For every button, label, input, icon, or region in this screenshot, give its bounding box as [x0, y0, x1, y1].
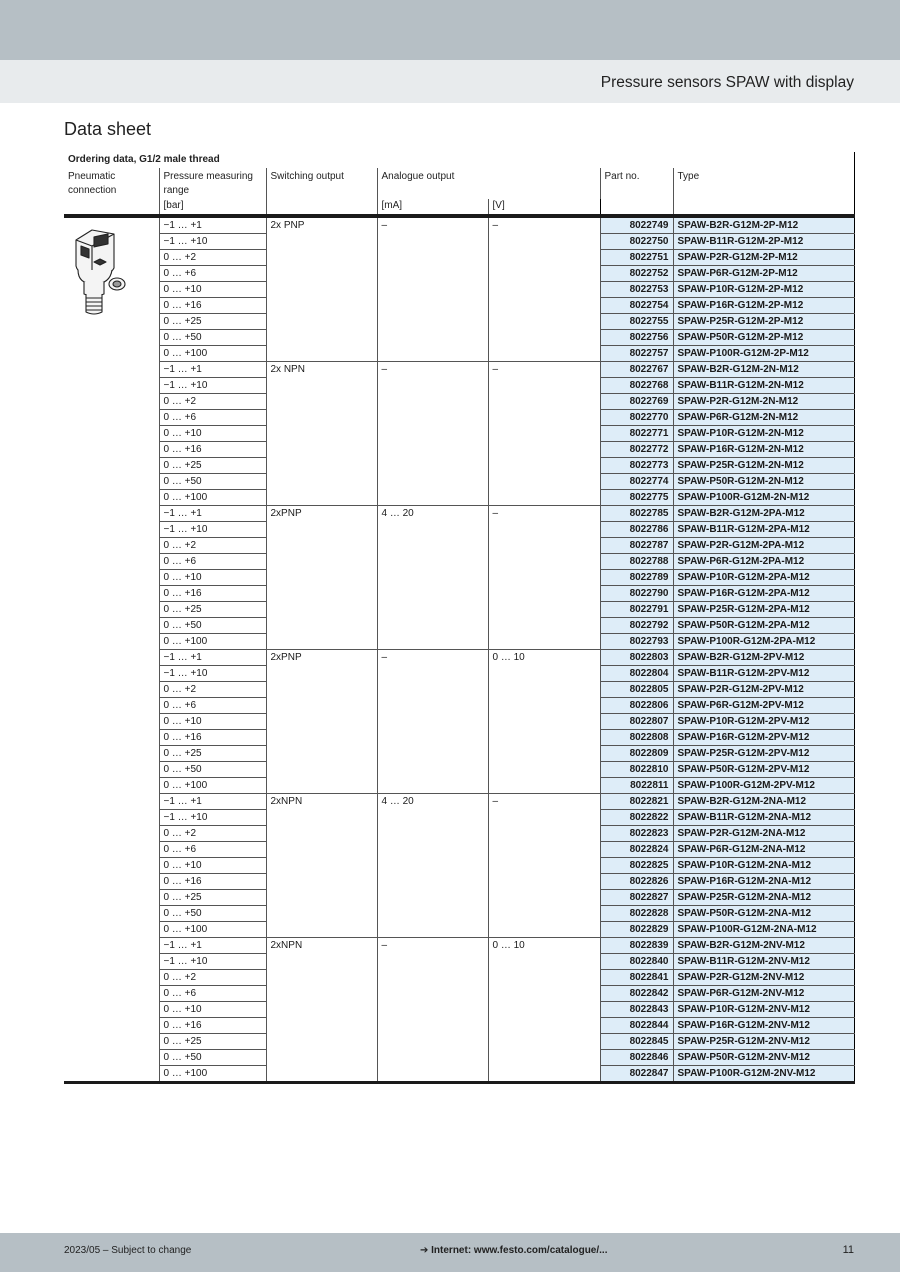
part-number[interactable]: 8022841 — [600, 970, 673, 986]
table-row — [64, 650, 854, 666]
analogue-output-ma: – — [377, 216, 488, 362]
part-number[interactable]: 8022785 — [600, 506, 673, 522]
part-number[interactable]: 8022772 — [600, 442, 673, 458]
type-code[interactable]: SPAW-P6R-G12M-2PV-M12 — [673, 698, 854, 714]
type-code[interactable]: SPAW-B11R-G12M-2PA-M12 — [673, 522, 854, 538]
type-code[interactable]: SPAW-P16R-G12M-2PV-M12 — [673, 730, 854, 746]
type-code[interactable]: SPAW-P10R-G12M-2PV-M12 — [673, 714, 854, 730]
pressure-range: 0 … +10 — [159, 282, 266, 298]
type-code[interactable]: SPAW-P50R-G12M-2PV-M12 — [673, 762, 854, 778]
part-number[interactable]: 8022790 — [600, 586, 673, 602]
pressure-range: 0 … +6 — [159, 698, 266, 714]
type-code[interactable]: SPAW-P16R-G12M-2NA-M12 — [673, 874, 854, 890]
switching-output: 2x PNP — [266, 216, 377, 362]
type-code[interactable]: SPAW-B11R-G12M-2PV-M12 — [673, 666, 854, 682]
part-number[interactable]: 8022846 — [600, 1050, 673, 1066]
pressure-range: 0 … +25 — [159, 890, 266, 906]
pressure-range: 0 … +6 — [159, 842, 266, 858]
table-row — [64, 362, 854, 378]
pressure-range: 0 … +2 — [159, 826, 266, 842]
table-body — [64, 216, 854, 1083]
part-number[interactable]: 8022825 — [600, 858, 673, 874]
pressure-range: 0 … +6 — [159, 986, 266, 1002]
pressure-range: 0 … +2 — [159, 970, 266, 986]
table-row — [64, 506, 854, 522]
part-number[interactable]: 8022768 — [600, 378, 673, 394]
type-code[interactable]: SPAW-P6R-G12M-2NV-M12 — [673, 986, 854, 1002]
type-code[interactable]: SPAW-P6R-G12M-2NA-M12 — [673, 842, 854, 858]
analogue-output-v: – — [488, 794, 600, 938]
type-code[interactable]: SPAW-P50R-G12M-2NV-M12 — [673, 1050, 854, 1066]
analogue-output-ma: – — [377, 938, 488, 1083]
header-title: Pressure sensors SPAW with display — [600, 74, 854, 91]
part-number[interactable]: 8022788 — [600, 554, 673, 570]
switching-output: 2xNPN — [266, 794, 377, 938]
part-number[interactable]: 8022847 — [600, 1066, 673, 1083]
footer-date: 2023/05 – Subject to change — [64, 1245, 192, 1256]
pressure-range: −1 … +10 — [159, 954, 266, 970]
type-code[interactable]: SPAW-B11R-G12M-2N-M12 — [673, 378, 854, 394]
part-number[interactable]: 8022804 — [600, 666, 673, 682]
pressure-range: 0 … +6 — [159, 266, 266, 282]
pressure-range: 0 … +100 — [159, 922, 266, 938]
pressure-range: 0 … +50 — [159, 330, 266, 346]
pressure-range: −1 … +1 — [159, 650, 266, 666]
part-number[interactable]: 8022808 — [600, 730, 673, 746]
pressure-range: 0 … +16 — [159, 298, 266, 314]
part-number[interactable]: 8022826 — [600, 874, 673, 890]
analogue-output-ma: 4 … 20 — [377, 506, 488, 650]
pressure-sensor-icon — [70, 224, 130, 322]
pressure-range: 0 … +2 — [159, 682, 266, 698]
analogue-output-v: – — [488, 216, 600, 362]
type-code[interactable]: SPAW-P16R-G12M-2P-M12 — [673, 298, 854, 314]
pressure-range: 0 … +16 — [159, 586, 266, 602]
pressure-range: 0 … +16 — [159, 442, 266, 458]
part-number[interactable]: 8022809 — [600, 746, 673, 762]
type-code[interactable]: SPAW-P2R-G12M-2N-M12 — [673, 394, 854, 410]
type-code[interactable]: SPAW-P50R-G12M-2P-M12 — [673, 330, 854, 346]
type-code[interactable]: SPAW-P10R-G12M-2P-M12 — [673, 282, 854, 298]
switching-output: 2x NPN — [266, 362, 377, 506]
pressure-range: 0 … +100 — [159, 346, 266, 362]
analogue-output-v: 0 … 10 — [488, 938, 600, 1083]
pressure-range: 0 … +2 — [159, 250, 266, 266]
type-code[interactable]: SPAW-P25R-G12M-2PV-M12 — [673, 746, 854, 762]
table-row — [64, 938, 854, 954]
analogue-output-ma: – — [377, 650, 488, 794]
type-code[interactable]: SPAW-P2R-G12M-2P-M12 — [673, 250, 854, 266]
type-code[interactable]: SPAW-P100R-G12M-2PV-M12 — [673, 778, 854, 794]
type-code[interactable]: SPAW-P100R-G12M-2N-M12 — [673, 490, 854, 506]
header-part: Part no. — [600, 168, 673, 214]
pressure-range: 0 … +6 — [159, 554, 266, 570]
pressure-range: −1 … +1 — [159, 794, 266, 810]
part-number[interactable]: 8022806 — [600, 698, 673, 714]
type-code[interactable]: SPAW-P2R-G12M-2NA-M12 — [673, 826, 854, 842]
type-code[interactable]: SPAW-P25R-G12M-2N-M12 — [673, 458, 854, 474]
type-code[interactable]: SPAW-B11R-G12M-2P-M12 — [673, 234, 854, 250]
pressure-range: 0 … +10 — [159, 858, 266, 874]
part-number[interactable]: 8022753 — [600, 282, 673, 298]
type-code[interactable]: SPAW-P6R-G12M-2N-M12 — [673, 410, 854, 426]
pressure-range: 0 … +25 — [159, 602, 266, 618]
pressure-range: 0 … +10 — [159, 426, 266, 442]
part-number[interactable]: 8022824 — [600, 842, 673, 858]
pressure-range: 0 … +10 — [159, 1002, 266, 1018]
type-code[interactable]: SPAW-P100R-G12M-2NA-M12 — [673, 922, 854, 938]
ordering-data-table — [64, 152, 855, 1084]
section-title: Data sheet — [64, 119, 152, 139]
pressure-range: −1 … +10 — [159, 522, 266, 538]
type-code[interactable]: SPAW-P10R-G12M-2NV-M12 — [673, 1002, 854, 1018]
part-number[interactable]: 8022757 — [600, 346, 673, 362]
pressure-range: 0 … +50 — [159, 474, 266, 490]
analogue-output-v: 0 … 10 — [488, 650, 600, 794]
part-number[interactable]: 8022828 — [600, 906, 673, 922]
pressure-range: 0 … +16 — [159, 730, 266, 746]
pressure-range: 0 … +50 — [159, 762, 266, 778]
part-number[interactable]: 8022805 — [600, 682, 673, 698]
part-number[interactable]: 8022767 — [600, 362, 673, 378]
top-band — [0, 0, 900, 60]
type-code[interactable]: SPAW-B2R-G12M-2NV-M12 — [673, 938, 854, 954]
pressure-range: −1 … +10 — [159, 666, 266, 682]
part-number[interactable]: 8022823 — [600, 826, 673, 842]
part-number[interactable]: 8022787 — [600, 538, 673, 554]
type-code[interactable]: SPAW-P25R-G12M-2NA-M12 — [673, 890, 854, 906]
pressure-range: −1 … +1 — [159, 362, 266, 378]
pressure-range: 0 … +2 — [159, 538, 266, 554]
switching-output: 2xPNP — [266, 506, 377, 650]
type-code[interactable]: SPAW-P50R-G12M-2N-M12 — [673, 474, 854, 490]
type-code[interactable]: SPAW-P2R-G12M-2PA-M12 — [673, 538, 854, 554]
header-type: Type — [673, 168, 854, 214]
part-number[interactable]: 8022750 — [600, 234, 673, 250]
part-number[interactable]: 8022789 — [600, 570, 673, 586]
pressure-range: −1 … +1 — [159, 938, 266, 954]
pressure-range: −1 … +10 — [159, 810, 266, 826]
header-unit-v: [V] — [488, 199, 600, 214]
pressure-range: 0 … +16 — [159, 1018, 266, 1034]
type-code[interactable]: SPAW-P10R-G12M-2N-M12 — [673, 426, 854, 442]
part-number[interactable]: 8022792 — [600, 618, 673, 634]
type-code[interactable]: SPAW-B11R-G12M-2NA-M12 — [673, 810, 854, 826]
part-number[interactable]: 8022843 — [600, 1002, 673, 1018]
part-number[interactable]: 8022829 — [600, 922, 673, 938]
part-number[interactable]: 8022827 — [600, 890, 673, 906]
sensor-image-cell — [64, 216, 159, 1083]
pressure-range: 0 … +100 — [159, 634, 266, 650]
ordering-table-wrap — [64, 152, 854, 1084]
switching-output: 2xNPN — [266, 938, 377, 1083]
part-number[interactable]: 8022755 — [600, 314, 673, 330]
type-code[interactable]: SPAW-P16R-G12M-2NV-M12 — [673, 1018, 854, 1034]
part-number[interactable]: 8022811 — [600, 778, 673, 794]
pressure-range: −1 … +1 — [159, 506, 266, 522]
type-code[interactable]: SPAW-B11R-G12M-2NV-M12 — [673, 954, 854, 970]
pressure-range: 0 … +50 — [159, 906, 266, 922]
type-code[interactable]: SPAW-B2R-G12M-2PA-M12 — [673, 506, 854, 522]
pressure-range: 0 … +100 — [159, 490, 266, 506]
table-row — [64, 216, 854, 234]
part-number[interactable]: 8022822 — [600, 810, 673, 826]
table-row — [64, 794, 854, 810]
part-number[interactable]: 8022774 — [600, 474, 673, 490]
part-number[interactable]: 8022752 — [600, 266, 673, 282]
analogue-output-v: – — [488, 362, 600, 506]
analogue-output-ma: 4 … 20 — [377, 794, 488, 938]
pressure-range: 0 … +16 — [159, 874, 266, 890]
header-analogue: Analogue output — [377, 168, 600, 199]
part-number[interactable]: 8022810 — [600, 762, 673, 778]
part-number[interactable]: 8022845 — [600, 1034, 673, 1050]
analogue-output-ma: – — [377, 362, 488, 506]
type-code[interactable]: SPAW-P6R-G12M-2PA-M12 — [673, 554, 854, 570]
pressure-range: 0 … +50 — [159, 1050, 266, 1066]
part-number[interactable]: 8022791 — [600, 602, 673, 618]
pressure-range: 0 … +25 — [159, 458, 266, 474]
type-code[interactable]: SPAW-B2R-G12M-2N-M12 — [673, 362, 854, 378]
type-code[interactable]: SPAW-P2R-G12M-2NV-M12 — [673, 970, 854, 986]
pressure-range: 0 … +10 — [159, 714, 266, 730]
type-code[interactable]: SPAW-P25R-G12M-2NV-M12 — [673, 1034, 854, 1050]
part-number[interactable]: 8022803 — [600, 650, 673, 666]
type-code[interactable]: SPAW-P10R-G12M-2NA-M12 — [673, 858, 854, 874]
type-code[interactable]: SPAW-P16R-G12M-2N-M12 — [673, 442, 854, 458]
part-number[interactable]: 8022839 — [600, 938, 673, 954]
type-code[interactable]: SPAW-P50R-G12M-2PA-M12 — [673, 618, 854, 634]
part-number[interactable]: 8022749 — [600, 216, 673, 234]
part-number[interactable]: 8022775 — [600, 490, 673, 506]
header-pressure-unit: [bar] — [159, 199, 266, 214]
part-number[interactable]: 8022821 — [600, 794, 673, 810]
page-number: 11 — [842, 1244, 854, 1256]
pressure-range: 0 … +100 — [159, 778, 266, 794]
type-code[interactable]: SPAW-P100R-G12M-2P-M12 — [673, 346, 854, 362]
part-number[interactable]: 8022793 — [600, 634, 673, 650]
footer-internet-link[interactable]: ➔ Internet: www.festo.com/catalogue/... — [420, 1245, 608, 1256]
part-number[interactable]: 8022771 — [600, 426, 673, 442]
table-caption: Ordering data, G1/2 male thread — [64, 152, 854, 168]
switching-output: 2xPNP — [266, 650, 377, 794]
part-number[interactable]: 8022773 — [600, 458, 673, 474]
pressure-range: 0 … +6 — [159, 410, 266, 426]
part-number[interactable]: 8022840 — [600, 954, 673, 970]
type-code[interactable]: SPAW-P50R-G12M-2NA-M12 — [673, 906, 854, 922]
part-number[interactable]: 8022756 — [600, 330, 673, 346]
type-code[interactable]: SPAW-P25R-G12M-2PA-M12 — [673, 602, 854, 618]
pressure-range: −1 … +10 — [159, 234, 266, 250]
part-number[interactable]: 8022754 — [600, 298, 673, 314]
type-code[interactable]: SPAW-P6R-G12M-2P-M12 — [673, 266, 854, 282]
pressure-range: −1 … +10 — [159, 378, 266, 394]
part-number[interactable]: 8022751 — [600, 250, 673, 266]
pressure-range: −1 … +1 — [159, 216, 266, 234]
type-code[interactable]: SPAW-P25R-G12M-2P-M12 — [673, 314, 854, 330]
part-number[interactable]: 8022842 — [600, 986, 673, 1002]
type-code[interactable]: SPAW-P100R-G12M-2PA-M12 — [673, 634, 854, 650]
pressure-range: 0 … +25 — [159, 1034, 266, 1050]
analogue-output-v: – — [488, 506, 600, 650]
pressure-range: 0 … +25 — [159, 314, 266, 330]
pressure-range: 0 … +100 — [159, 1066, 266, 1083]
part-number[interactable]: 8022807 — [600, 714, 673, 730]
type-code[interactable]: SPAW-B2R-G12M-2PV-M12 — [673, 650, 854, 666]
type-code[interactable]: SPAW-B2R-G12M-2NA-M12 — [673, 794, 854, 810]
header-switching: Switching output — [266, 168, 377, 214]
pressure-range: 0 … +50 — [159, 618, 266, 634]
pressure-range: 0 … +10 — [159, 570, 266, 586]
type-code[interactable]: SPAW-P16R-G12M-2PA-M12 — [673, 586, 854, 602]
part-number[interactable]: 8022786 — [600, 522, 673, 538]
type-code[interactable]: SPAW-B2R-G12M-2P-M12 — [673, 216, 854, 234]
header-pressure: Pressure measuring range — [159, 168, 266, 199]
header-pneumatic: Pneumatic connection — [64, 168, 159, 214]
type-code[interactable]: SPAW-P100R-G12M-2NV-M12 — [673, 1066, 854, 1083]
part-number[interactable]: 8022844 — [600, 1018, 673, 1034]
part-number[interactable]: 8022769 — [600, 394, 673, 410]
part-number[interactable]: 8022770 — [600, 410, 673, 426]
pressure-range: 0 … +2 — [159, 394, 266, 410]
type-code[interactable]: SPAW-P2R-G12M-2PV-M12 — [673, 682, 854, 698]
type-code[interactable]: SPAW-P10R-G12M-2PA-M12 — [673, 570, 854, 586]
pressure-range: 0 … +25 — [159, 746, 266, 762]
header-unit-ma: [mA] — [377, 199, 488, 214]
